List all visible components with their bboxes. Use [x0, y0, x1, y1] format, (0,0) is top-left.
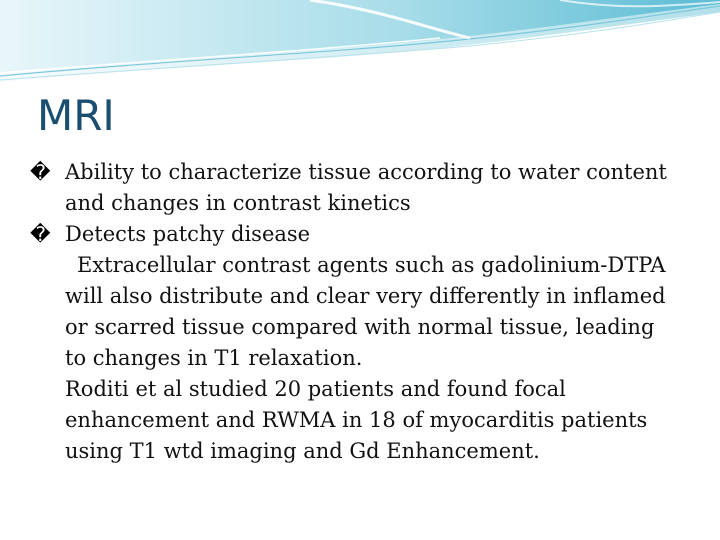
bullet-text: Detects patchy disease	[65, 222, 311, 246]
slide-body	[30, 157, 680, 467]
bullet-item	[30, 157, 680, 219]
bullet-text: Ability to characterize tissue according to water content and changes in contrast kinetics	[65, 160, 667, 215]
bullet-marker-icon: �	[30, 222, 51, 246]
bullet-marker-icon: �	[30, 160, 51, 184]
paragraph-text: Extracellular contrast agents such as gadolinium-DTPA will also distribute and clear very differently in inflamed or scarred tissue compared with normal tissue, leading to changes in T1 relaxation.	[65, 253, 666, 370]
paragraph-text: Roditi et al studied 20 patients and found focal enhancement and RWMA in 18 of myocarditis patients using T1 wtd imaging and Gd Enhancement.	[65, 377, 648, 463]
body-paragraph	[30, 374, 680, 467]
header-wave-decoration	[0, 0, 720, 90]
body-paragraph	[30, 250, 680, 374]
slide-title: MRI	[37, 91, 115, 140]
bullet-item	[30, 219, 680, 250]
